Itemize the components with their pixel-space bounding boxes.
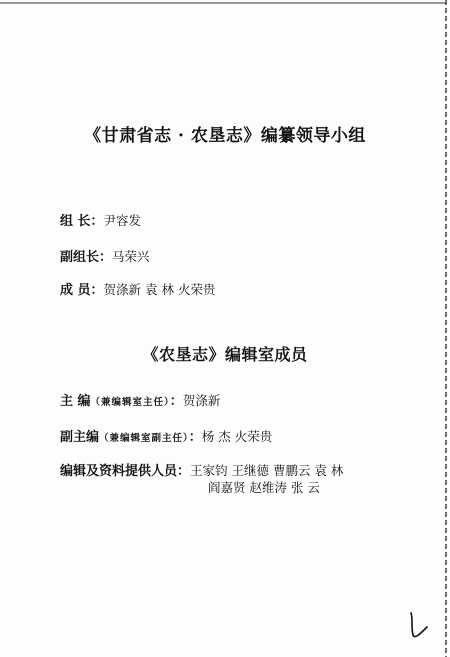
scan-edge-right	[445, 0, 447, 657]
deputy-leader-label: 副组长：	[60, 250, 113, 265]
chief-editor-note: （兼编辑室主任）	[90, 397, 170, 408]
staff-names-line2: 阎嘉贤 赵维涛 张 云	[208, 480, 320, 495]
leader-label: 组 长：	[60, 214, 104, 229]
leader-row	[60, 210, 141, 229]
handwritten-page-mark	[397, 605, 437, 645]
deputy-editor-sep: ：	[188, 430, 202, 445]
staff-label: 编辑及资料提供人员：	[60, 464, 191, 479]
chief-editor-sep: ：	[169, 394, 183, 409]
deputy-editor-label: 副主编	[60, 430, 100, 445]
deputy-leader-name: 马荣兴	[112, 249, 150, 264]
deputy-editor-note: （兼编辑室副主任）	[99, 433, 189, 444]
staff-row	[60, 460, 343, 479]
chief-editor-row	[60, 390, 220, 409]
members-names: 贺涤新 袁 林 火荣贵	[103, 282, 216, 297]
scan-edge-top	[0, 2, 447, 4]
staff-row-continued	[208, 478, 320, 496]
deputy-editor-names: 杨 杰 火荣贵	[201, 429, 273, 444]
chief-editor-name: 贺涤新	[182, 393, 221, 408]
deputy-editor-row	[60, 426, 272, 445]
deputy-leader-row	[60, 246, 150, 265]
members-label: 成 员：	[60, 283, 104, 298]
members-row	[60, 279, 215, 298]
chief-editor-label: 主 编	[60, 394, 91, 409]
staff-names-line1: 王家钧 王继德 曹鹏云 袁 林	[190, 463, 344, 478]
leadership-group-title: 《甘肃省志 · 农垦志》编纂领导小组	[84, 126, 366, 146]
leader-name: 尹容发	[103, 213, 142, 228]
editorial-office-title: 《农垦志》编辑室成员	[142, 345, 308, 364]
